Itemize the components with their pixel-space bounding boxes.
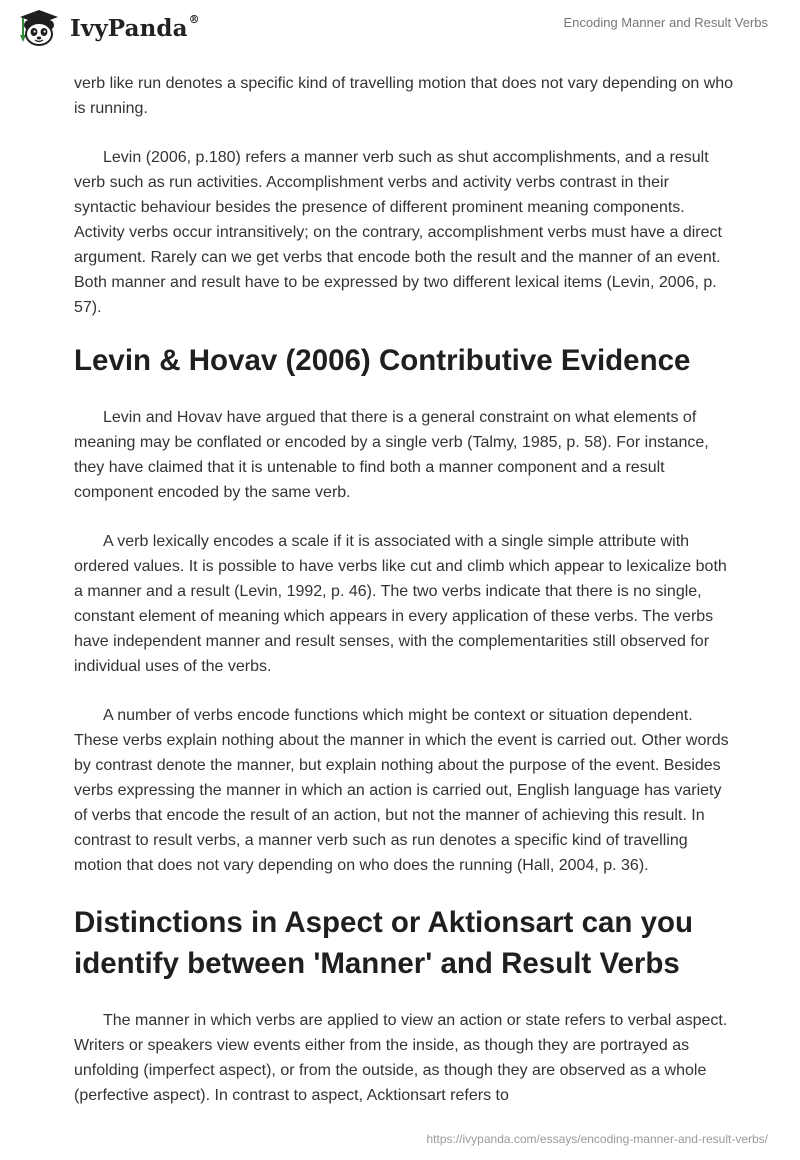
paragraph: Levin and Hovav have argued that there is a general constraint on what elements of meaning may be conflated or encoded by a single verb (Talmy, 1985, p. 58). For instance, they have claimed that it is untenable to find both a manner component and a result component encoded by the same verb. [74, 409, 709, 501]
paragraph: A verb lexically encodes a scale if it is associated with a single simple attribute with ordered values. It is possible to have verbs like cut and climb which appear to lexicalize both a manner and a result (Levin, 1992, p. 46). The two verbs indicate that there is no single, constant element of meaning which appears in every application of these verbs. The verbs have independent manner and result senses, with the complementarities still observed for individual uses of the verbs. [74, 533, 727, 675]
brand-logo-link[interactable] [14, 8, 200, 48]
panda-graduate-icon [14, 8, 64, 48]
paragraph: Levin (2006, p.180) refers a manner verb such as shut accomplishments, and a result verb such as run activities. Accomplishment verbs and activity verbs contrast in their syntactic behaviour besides the presence of different prominent meaning components. Activity verbs occur intransitively; on the contrary, accomplishment verbs must have a direct argument. Rarely can we get verbs that encode both the result and the manner of an event. Both manner and result have to be expressed by two different lexical items (Levin, 2006, p. 57). [74, 149, 722, 316]
section-heading: Levin & Hovav (2006) Contributive Evidence [74, 344, 691, 377]
brand-name: IvyPanda® [70, 12, 200, 42]
essay-content [74, 71, 734, 1132]
section-heading: Distinctions in Aspect or Aktionsart can you identify between 'Manner' and Result Verbs [74, 906, 694, 980]
paragraph: A number of verbs encode functions which might be context or situation dependent. These verbs explain nothing about the manner in which the event is carried out. Other words by contrast denote the manner, but explain nothing about the purpose of the event. Besides verbs expressing the manner in which an action is carried out, English language has variety of verbs that encode the result of an action, but not the manner of achieving this result. In contrast to result verbs, a manner verb such as run denotes a specific kind of travelling motion that does not vary depending on who does the running (Hall, 2004, p. 36). [74, 707, 729, 874]
paragraph: The manner in which verbs are applied to view an action or state refers to verbal aspect. Writers or speakers view events either from the inside, as though they are portrayed as unfolding (imperfect aspect), or from the outside, as though they are observed as a whole (perfective aspect). In contrast to aspect, Acktionsart refers to [74, 1012, 728, 1104]
source-url-link[interactable]: https://ivypanda.com/essays/encoding-manner-and-result-verbs/ [426, 1132, 768, 1146]
paragraph-continued: verb like run denotes a specific kind of travelling motion that does not vary depending on who is running. [74, 75, 734, 117]
page-header [0, 0, 800, 60]
document-title: Encoding Manner and Result Verbs [563, 15, 768, 30]
registered-mark: ® [188, 12, 200, 26]
